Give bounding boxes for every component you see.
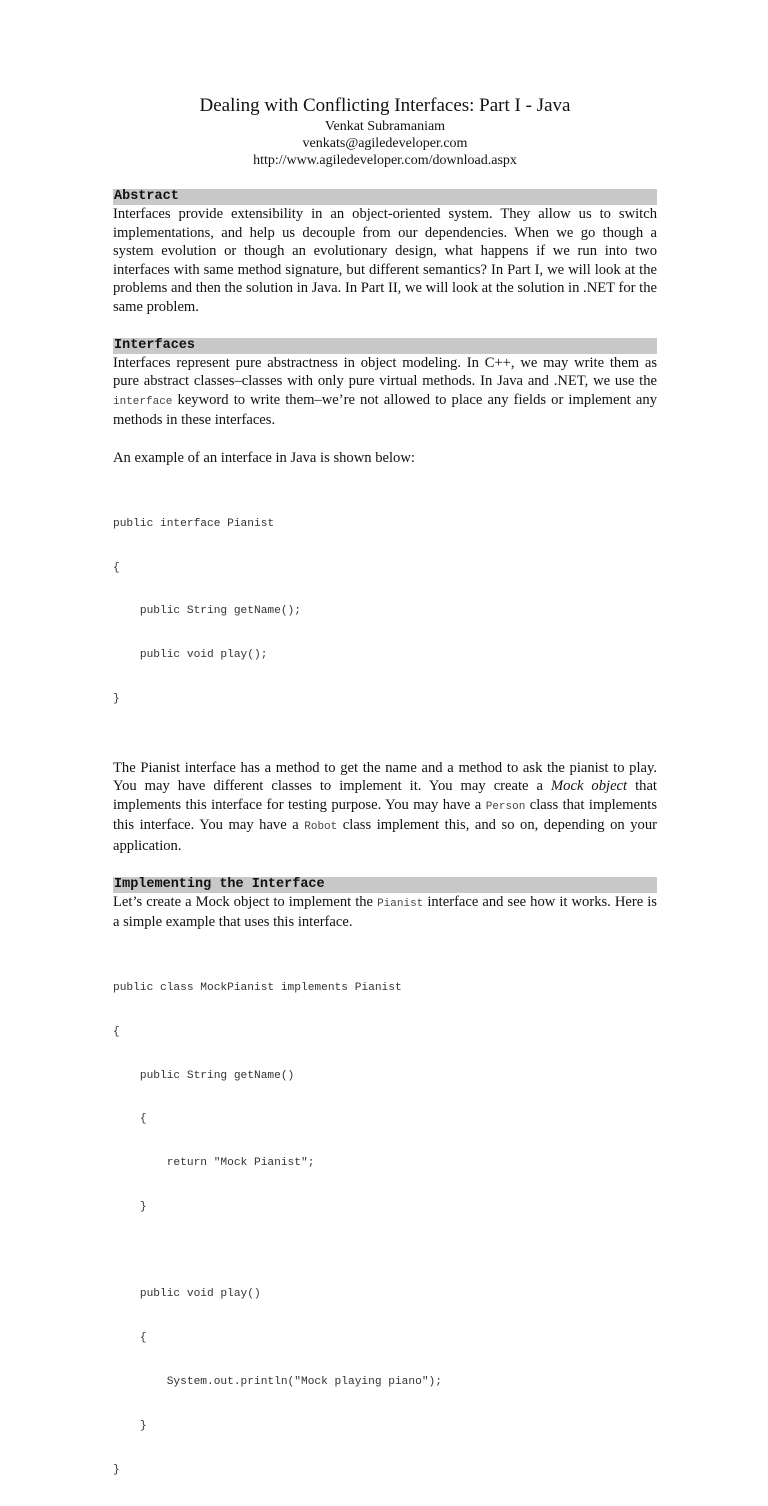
code-line (113, 1244, 657, 1259)
inline-code-robot: Robot (304, 821, 338, 834)
text-run: interface and see how it works. Here is a simple example that uses this interface. (113, 893, 657, 931)
code-line: } (113, 1200, 147, 1213)
document-title: Dealing with Conflicting Interfaces: Part I - Java (199, 95, 571, 116)
interfaces-paragraph-3 (113, 759, 657, 856)
text-run: class that implements this interface. You may have a (113, 796, 658, 834)
code-line: public String getName() (113, 1069, 295, 1082)
code-line: public void play() (113, 1288, 261, 1301)
code-line: } (113, 692, 120, 705)
interfaces-heading: Interfaces (113, 338, 657, 354)
text-run: that implements this interface for testing purpose. You may have a (113, 778, 657, 813)
code-line: public class MockPianist implements Pianist (113, 981, 402, 994)
code-line: System.out.println("Mock playing piano"); (113, 1376, 442, 1388)
emphasis-mock-object: Mock object (551, 778, 628, 795)
abstract-paragraph: Interfaces provide extensibility in an object-oriented system. They allow us to switch implementations, and help us decouple from our dependencies. When we go though a system evolution or though an evolutionary design, what happens if we run into two interfaces with same method signature, but different semantics? In Part I, we will look at the problems and then the solution in Java. In Part II, we will look at the solution in .NET for the same problem. (113, 206, 657, 315)
author-email: venkats@agiledeveloper.com (302, 136, 468, 151)
download-url: http://www.agiledeveloper.com/download.aspx (253, 153, 517, 168)
mock-pianist-code (113, 952, 657, 1506)
code-line: { (113, 561, 120, 574)
code-line: public interface Pianist (113, 517, 275, 530)
document-content (113, 94, 657, 1506)
implementing-heading: Implementing the Interface (113, 877, 657, 893)
author-name: Venkat Subramaniam (324, 119, 446, 134)
title-block (113, 94, 657, 169)
text-run: The Pianist interface has a method to get the name and a method to ask the pianist to play. You may have different classes to implement it. You may create a (113, 759, 657, 795)
code-line: public String getName(); (113, 605, 301, 618)
implementing-paragraph-1 (113, 893, 657, 932)
code-line: { (113, 1025, 120, 1038)
code-line: { (113, 1332, 147, 1345)
text-run: keyword to write them–we’re not allowed to place any fields or implement any methods in these interfaces. (113, 391, 657, 429)
code-line: public void play(); (113, 649, 268, 662)
abstract-heading: Abstract (113, 189, 657, 205)
text-run: Interfaces represent pure abstractness in object modeling. In C++, we may write them as pure abstract classes–classes with only pure virtual methods. In Java and .NET, we use the (113, 354, 657, 390)
code-line: } (113, 1419, 147, 1432)
inline-code-person: Person (485, 800, 526, 813)
pianist-interface-code (113, 488, 657, 736)
inline-code-interface: interface (113, 395, 173, 408)
inline-code-pianist: Pianist (377, 897, 424, 910)
text-run: class implement this, and so on, depending on your application. (113, 817, 657, 854)
code-line: { (113, 1113, 147, 1126)
code-line: } (113, 1463, 120, 1476)
text-run: Let’s create a Mock object to implement the (113, 893, 378, 910)
code-line: return "Mock Pianist"; (113, 1157, 315, 1170)
interfaces-paragraph-1 (113, 354, 657, 430)
interfaces-paragraph-2: An example of an interface in Java is shown below: (113, 449, 415, 466)
